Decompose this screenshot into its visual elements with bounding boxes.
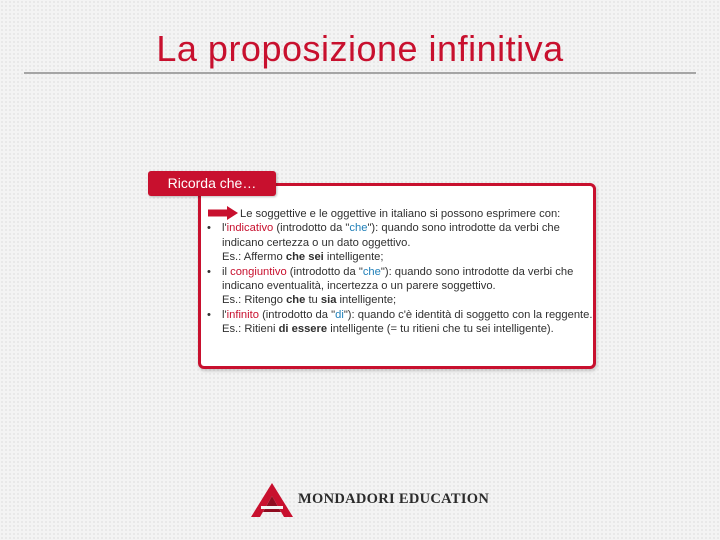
example-prefix: Es.: Affermo — [222, 251, 286, 264]
bullet-marker: • — [207, 308, 211, 321]
mood-term: indicativo — [226, 222, 274, 235]
item-paren: (introdotto da " — [286, 265, 363, 278]
callout-content — [204, 207, 596, 337]
item-paren: (introdotto da " — [258, 308, 336, 321]
example-bold: che — [285, 251, 306, 264]
item-description: "): quando sono introdotte da verbi che indicano certezza o un dato oggettivo. — [222, 222, 560, 249]
list-item — [204, 265, 596, 308]
example-prefix: Es.: Ritengo — [222, 294, 287, 307]
item-paren: (introdotto da " — [273, 222, 350, 235]
example-suffix: intelligente; — [323, 251, 384, 264]
example-bold: che — [286, 294, 306, 307]
item-prefix: l' — [222, 308, 227, 321]
mondadori-logo-icon — [250, 482, 294, 518]
connector-word: di — [335, 308, 344, 321]
item-prefix: il — [222, 265, 231, 278]
example-suffix: intelligente; — [336, 294, 397, 307]
example-bold: sei — [308, 251, 324, 264]
example-bold: di essere — [278, 323, 328, 336]
callout-tag: Ricorda che… — [148, 171, 276, 196]
example-mid: tu — [305, 294, 321, 307]
item-description: "): quando sono introdotte da verbi che indicano eventualità, incertezza o un parere soggettivo. — [222, 265, 574, 293]
example-suffix: intelligente (= tu ritieni che tu sei intelligente). — [327, 323, 554, 336]
bullet-marker: • — [207, 265, 211, 278]
page-title: La proposizione infinitiva — [156, 28, 564, 69]
mood-term: infinito — [226, 308, 259, 321]
brand-name: MONDADORI EDUCATION — [298, 491, 490, 507]
red-right-arrow-icon — [208, 206, 238, 220]
example-bold: sia — [320, 294, 337, 307]
list-item — [204, 308, 596, 337]
connector-word: che — [349, 222, 368, 235]
list-item — [204, 221, 596, 264]
title-divider — [24, 72, 696, 74]
bullet-marker: • — [207, 222, 211, 235]
item-description: "): quando c'è identità di soggetto con la reggente. — [343, 308, 593, 321]
callout-intro: Le soggettive e le oggettive in italiano si possono esprimere con: — [240, 208, 561, 220]
item-prefix: l' — [222, 222, 227, 235]
connector-word: che — [362, 265, 381, 278]
mood-term: congiuntivo — [230, 265, 287, 278]
example-prefix: Es.: Ritieni — [222, 323, 279, 336]
